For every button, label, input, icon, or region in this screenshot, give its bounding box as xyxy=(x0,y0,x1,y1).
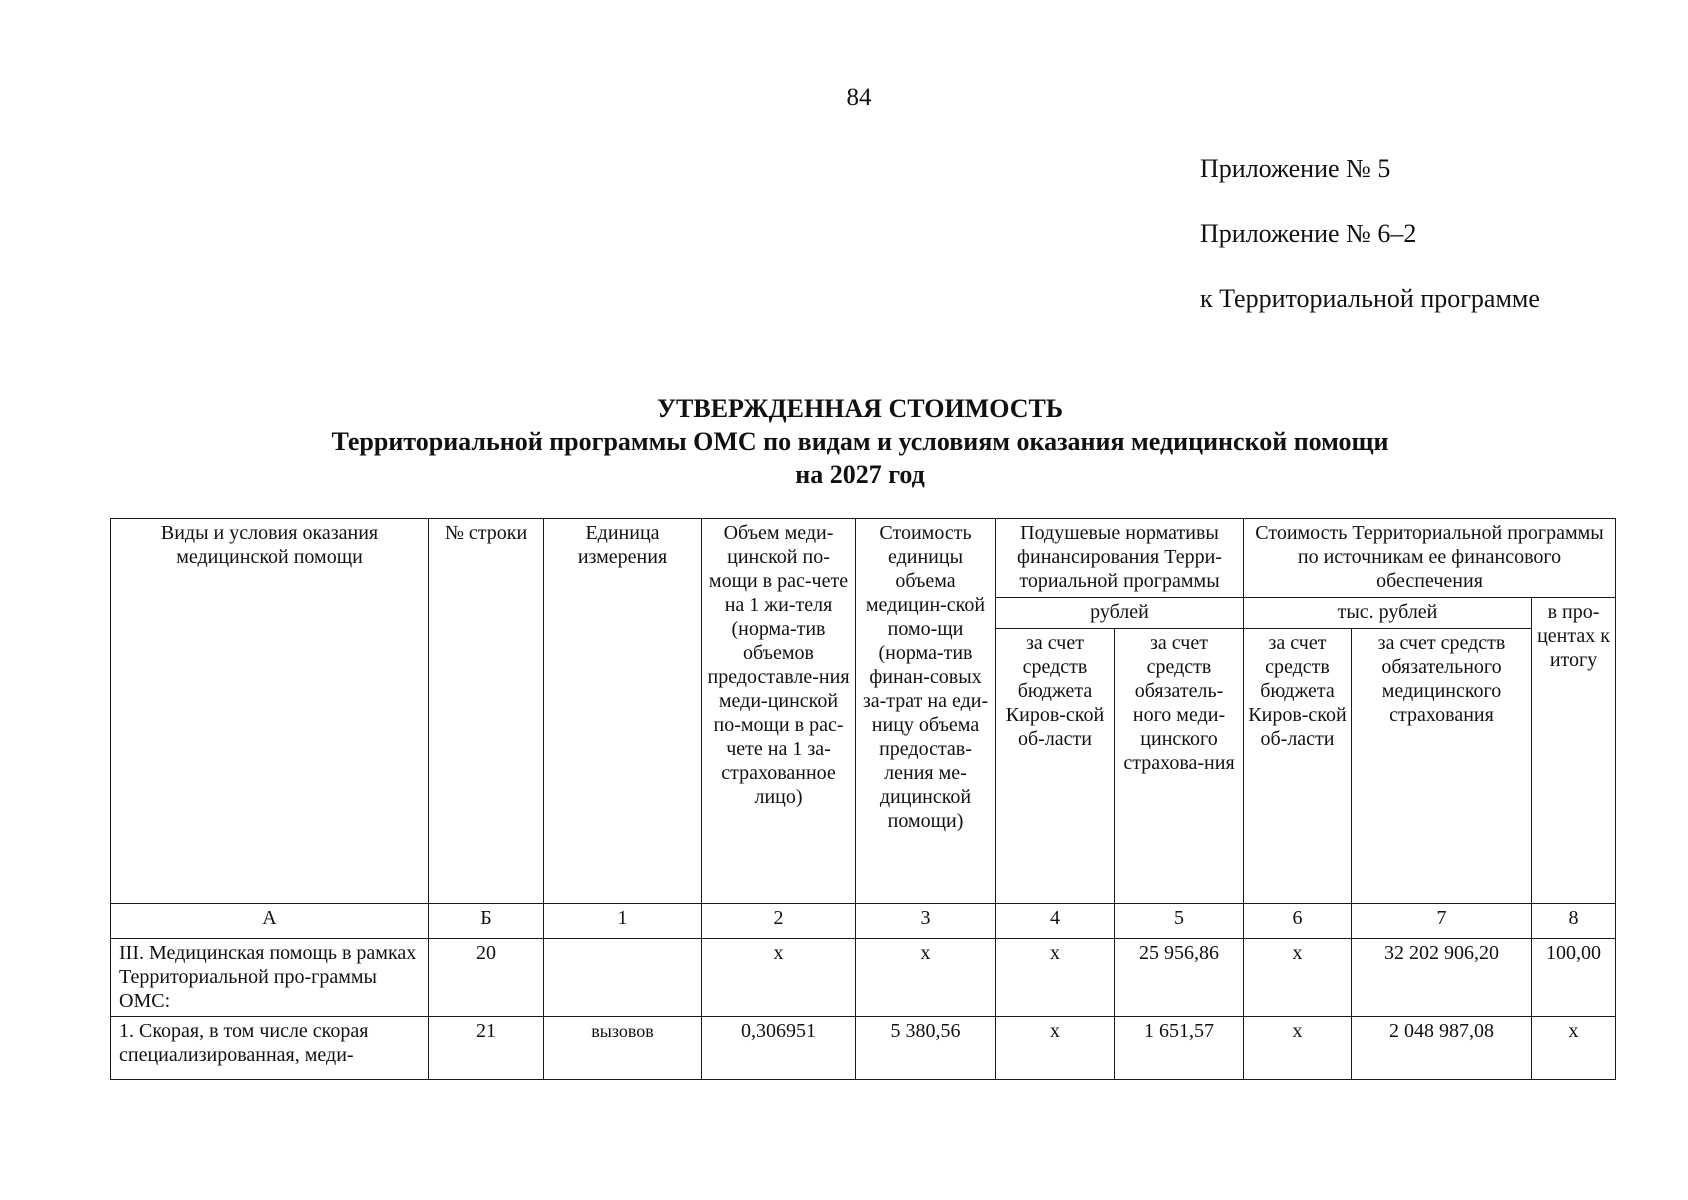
column-number: 3 xyxy=(856,904,996,939)
cell-volume: х xyxy=(702,939,856,1017)
column-number: 4 xyxy=(996,904,1115,939)
header-rubles: рублей xyxy=(996,598,1244,629)
header-thousand-rubles: тыс. рублей xyxy=(1244,598,1532,629)
cell-cost-oms: 32 202 906,20 xyxy=(1352,939,1532,1017)
header-oms-thousand: за счет средств обязательного медицинского страхования xyxy=(1352,629,1532,904)
header-budget-thousand: за счет средств бюджета Киров-ской об-ласти xyxy=(1244,629,1352,904)
cell-cost: 5 380,56 xyxy=(856,1017,996,1080)
column-number-row xyxy=(111,904,1616,939)
cell-per-capita-oms: 25 956,86 xyxy=(1115,939,1244,1017)
header-row xyxy=(111,519,1616,598)
column-number: 2 xyxy=(702,904,856,939)
cell-row-no: 20 xyxy=(429,939,544,1017)
cell-per-capita-budget: х xyxy=(996,939,1115,1017)
header-per-capita: Подушевые нормативы финансирования Терри-ториальной программы xyxy=(996,519,1244,598)
header-oms-rubles: за счет средств обязатель-ного меди-цинского страхова-ния xyxy=(1115,629,1244,904)
cell-percent: х xyxy=(1532,1017,1616,1080)
column-number: 5 xyxy=(1115,904,1244,939)
cell-cost-budget: х xyxy=(1244,1017,1352,1080)
column-number: 6 xyxy=(1244,904,1352,939)
page-number: 84 xyxy=(846,84,872,111)
cell-cost: х xyxy=(856,939,996,1017)
cell-row-no: 21 xyxy=(429,1017,544,1080)
header-program-cost: Стоимость Территориальной программы по источникам ее финансового обеспечения xyxy=(1244,519,1616,598)
column-number: 7 xyxy=(1352,904,1532,939)
cell-percent: 100,00 xyxy=(1532,939,1616,1017)
title-line-2: Территориальной программы ОМС по видам и условиям оказания медицинской помощи xyxy=(331,427,1389,456)
header-unit: Единица измерения xyxy=(544,519,702,904)
cell-unit xyxy=(544,939,702,1017)
cell-per-capita-budget: х xyxy=(996,1017,1115,1080)
cell-cost-oms: 2 048 987,08 xyxy=(1352,1017,1532,1080)
title-line-1: УТВЕРЖДЕННАЯ СТОИМОСТЬ xyxy=(656,394,1064,423)
header-row-no: № строки xyxy=(429,519,544,904)
column-number: Б xyxy=(429,904,544,939)
column-number: 1 xyxy=(544,904,702,939)
header-budget-rubles: за счет средств бюджета Киров-ской об-ласти xyxy=(996,629,1115,904)
table-row xyxy=(111,1017,1616,1080)
cost-table xyxy=(110,518,1616,1080)
column-number: 8 xyxy=(1532,904,1616,939)
header-volume: Объем меди-цинской по-мощи в рас-чете на 1 жи-теля (норма-тив объемов предоставле-ния меди-цинской по-мощи в рас-чете на 1 за-страхованное лицо) xyxy=(702,519,856,904)
header-cost: Стоимость единицы объема медицин-ской помо-щи (норма-тив финан-совых за-трат на еди-ницу объема предостав-ления ме-дицинской помощи) xyxy=(856,519,996,904)
document-title xyxy=(0,392,1688,491)
header-kinds: Виды и условия оказания медицинской помощи xyxy=(111,519,429,904)
cell-unit: вызовов xyxy=(544,1017,702,1080)
cell-per-capita-oms: 1 651,57 xyxy=(1115,1017,1244,1080)
header-percent: в про-центах к итогу xyxy=(1532,598,1616,904)
annex-line-3: к Территориальной программе xyxy=(1200,284,1540,313)
title-line-3: на 2027 год xyxy=(795,460,925,489)
cell-name: III. Медицинская помощь в рамках Территориальной про-граммы ОМС: xyxy=(111,939,429,1017)
column-number: А xyxy=(111,904,429,939)
annex-line-2: Приложение № 6–2 xyxy=(1200,219,1417,248)
cell-name: 1. Скорая, в том числе скорая специализированная, меди- xyxy=(111,1017,429,1080)
table-row xyxy=(111,939,1616,1017)
annex-line-1: Приложение № 5 xyxy=(1200,154,1391,183)
cell-volume: 0,306951 xyxy=(702,1017,856,1080)
cell-cost-budget: х xyxy=(1244,939,1352,1017)
